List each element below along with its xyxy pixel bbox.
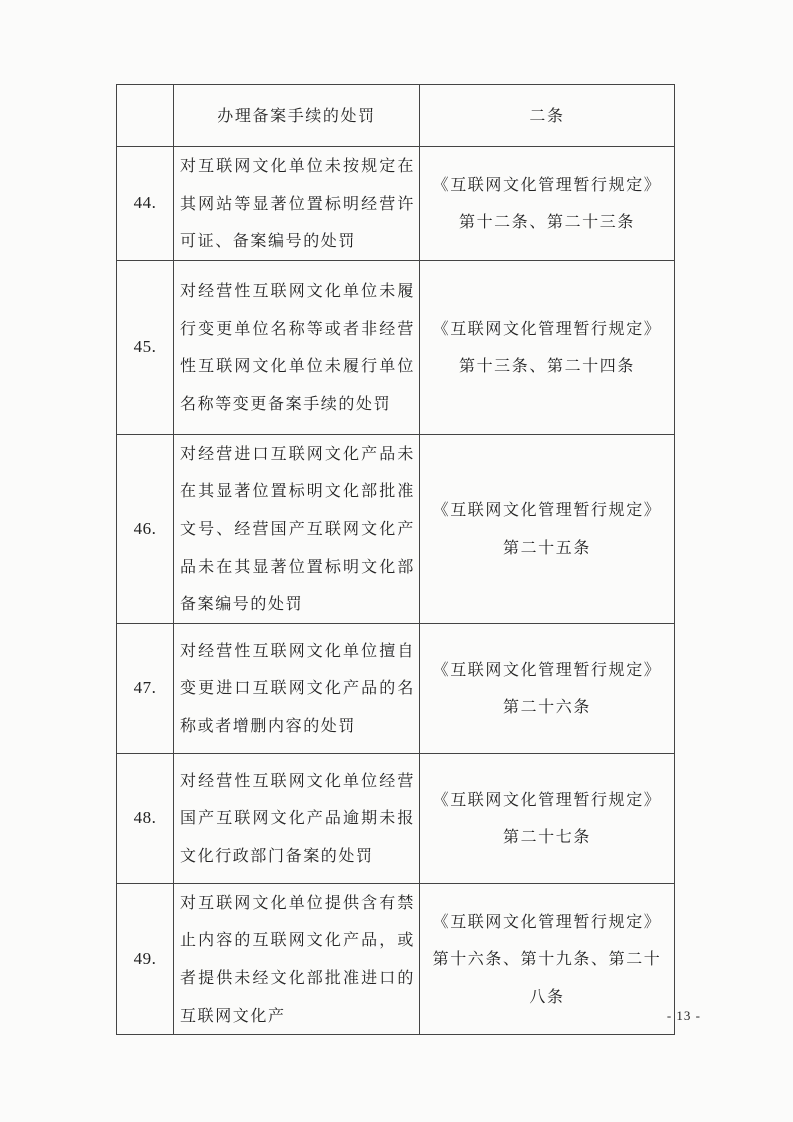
penalty-description: 对经营性互联网文化单位擅自变更进口互联网文化产品的名称或者增删内容的处罚 <box>174 623 420 753</box>
table-row-continuation <box>117 85 675 147</box>
legal-basis: 《互联网文化管理暂行规定》第十六条、第十九条、第二十八条 <box>420 883 675 1034</box>
row-number: 44. <box>117 147 174 261</box>
page-number: - 13 - <box>666 1008 701 1023</box>
row-number: 47. <box>117 623 174 753</box>
penalty-description: 对互联网文化单位提供含有禁止内容的互联网文化产品，或者提供未经文化部批准进口的互联网文化产 <box>174 883 420 1034</box>
legal-basis: 《互联网文化管理暂行规定》第二十五条 <box>420 434 675 623</box>
table-row <box>117 434 675 623</box>
legal-basis: 《互联网文化管理暂行规定》第十三条、第二十四条 <box>420 260 675 434</box>
penalty-description: 对经营性互联网文化单位经营国产互联网文化产品逾期未报文化行政部门备案的处罚 <box>174 753 420 883</box>
table-row <box>117 260 675 434</box>
table-row <box>117 623 675 753</box>
penalty-description: 对经营性互联网文化单位未履行变更单位名称等或者非经营性互联网文化单位未履行单位名称等变更备案手续的处罚 <box>174 260 420 434</box>
table-row <box>117 883 675 1034</box>
legal-basis: 《互联网文化管理暂行规定》第二十六条 <box>420 623 675 753</box>
penalty-description: 办理备案手续的处罚 <box>174 85 420 147</box>
row-number: 45. <box>117 260 174 434</box>
legal-basis: 二条 <box>420 85 675 147</box>
row-number <box>117 85 174 147</box>
table-row <box>117 753 675 883</box>
row-number: 49. <box>117 883 174 1034</box>
penalty-description: 对互联网文化单位未按规定在其网站等显著位置标明经营许可证、备案编号的处罚 <box>174 147 420 261</box>
row-number: 48. <box>117 753 174 883</box>
legal-basis: 《互联网文化管理暂行规定》第十二条、第二十三条 <box>420 147 675 261</box>
legal-basis: 《互联网文化管理暂行规定》第二十七条 <box>420 753 675 883</box>
table-row <box>117 147 675 261</box>
row-number: 46. <box>117 434 174 623</box>
penalty-table <box>116 84 675 1035</box>
penalty-description: 对经营进口互联网文化产品未在其显著位置标明文化部批准文号、经营国产互联网文化产品未在其显著位置标明文化部备案编号的处罚 <box>174 434 420 623</box>
